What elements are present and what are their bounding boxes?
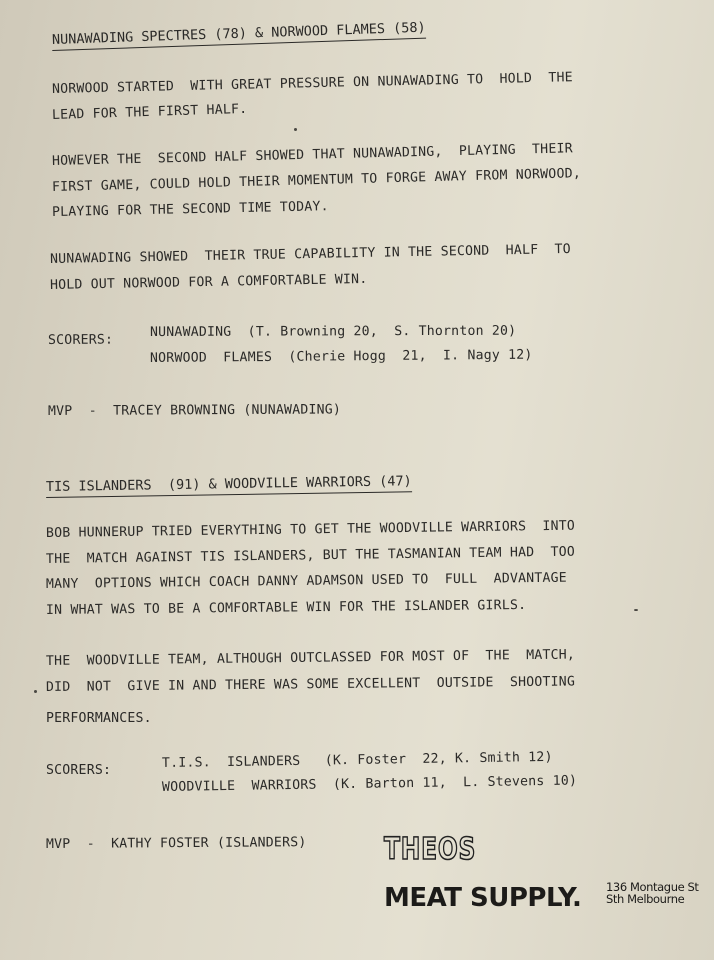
speck	[294, 128, 297, 131]
match1-scorer: NUNAWADING (T. Browning 20, S. Thornton 20)	[149, 323, 517, 340]
match2-line: MANY OPTIONS WHICH COACH DANNY ADAMSON USED TO FULL ADVANTAGE	[45, 570, 567, 592]
match1-line: NUNAWADING SHOWED THEIR TRUE CAPABILITY IN THE SECOND HALF TO	[49, 242, 571, 267]
speck	[634, 609, 638, 611]
advert-address-line: Sth Melbourne	[606, 892, 685, 906]
match2-mvp: MVP - KATHY FOSTER (ISLANDERS)	[45, 835, 307, 852]
match2-scorer: T.I.S. ISLANDERS (K. Foster 22, K. Smith 12)	[161, 749, 553, 771]
match1-line: PLAYING FOR THE SECOND TIME TODAY.	[51, 199, 329, 220]
match2-line: IN WHAT WAS TO BE A COMFORTABLE WIN FOR THE ISLANDER GIRLS.	[45, 597, 527, 618]
match1-scorer: NORWOOD FLAMES (Cherie Hogg 21, I. Nagy 12)	[149, 347, 533, 366]
match1-line: LEAD FOR THE FIRST HALF.	[51, 101, 248, 123]
match2-heading: TIS ISLANDERS (91) & WOODVILLE WARRIORS (47)	[46, 473, 412, 498]
meat-supply-logo: MEAT SUPPLY.	[384, 883, 582, 913]
match2-line: DID NOT GIVE IN AND THERE WAS SOME EXCELLENT OUTSIDE SHOOTING	[45, 674, 576, 695]
match1-line: HOLD OUT NORWOOD FOR A COMFORTABLE WIN.	[49, 271, 368, 293]
match2-line: BOB HUNNERUP TRIED EVERYTHING TO GET THE WOODVILLE WARRIORS INTO	[45, 518, 576, 541]
match1-mvp: MVP - TRACEY BROWNING (NUNAWADING)	[47, 402, 342, 419]
match1-scorers-label: SCORERS:	[47, 332, 114, 348]
match2-scorer: WOODVILLE WARRIORS (K. Barton 11, L. Stevens 10)	[161, 773, 578, 795]
match1-line: FIRST GAME, COULD HOLD THEIR MOMENTUM TO FORGE AWAY FROM NORWOOD,	[51, 166, 582, 195]
match1-heading: NUNAWADING SPECTRES (78) & NORWOOD FLAMES (58)	[52, 20, 426, 51]
match2-line: THE WOODVILLE TEAM, ALTHOUGH OUTCLASSED FOR MOST OF THE MATCH,	[45, 647, 576, 669]
match2-scorers-label: SCORERS:	[46, 763, 112, 778]
theos-logo: THEOS	[384, 832, 477, 867]
match1-line: NORWOOD STARTED WITH GREAT PRESSURE ON NUNAWADING TO HOLD THE	[51, 70, 573, 97]
match2-line: THE MATCH AGAINST TIS ISLANDERS, BUT THE TASMANIAN TEAM HAD TOO	[45, 544, 576, 567]
speck	[34, 690, 37, 693]
match2-line: PERFORMANCES.	[46, 711, 152, 726]
advert-address	[606, 881, 699, 905]
match1-line: HOWEVER THE SECOND HALF SHOWED THAT NUNAWADING, PLAYING THEIR	[51, 141, 573, 169]
advert-address-line: 136 Montague St	[606, 880, 699, 894]
